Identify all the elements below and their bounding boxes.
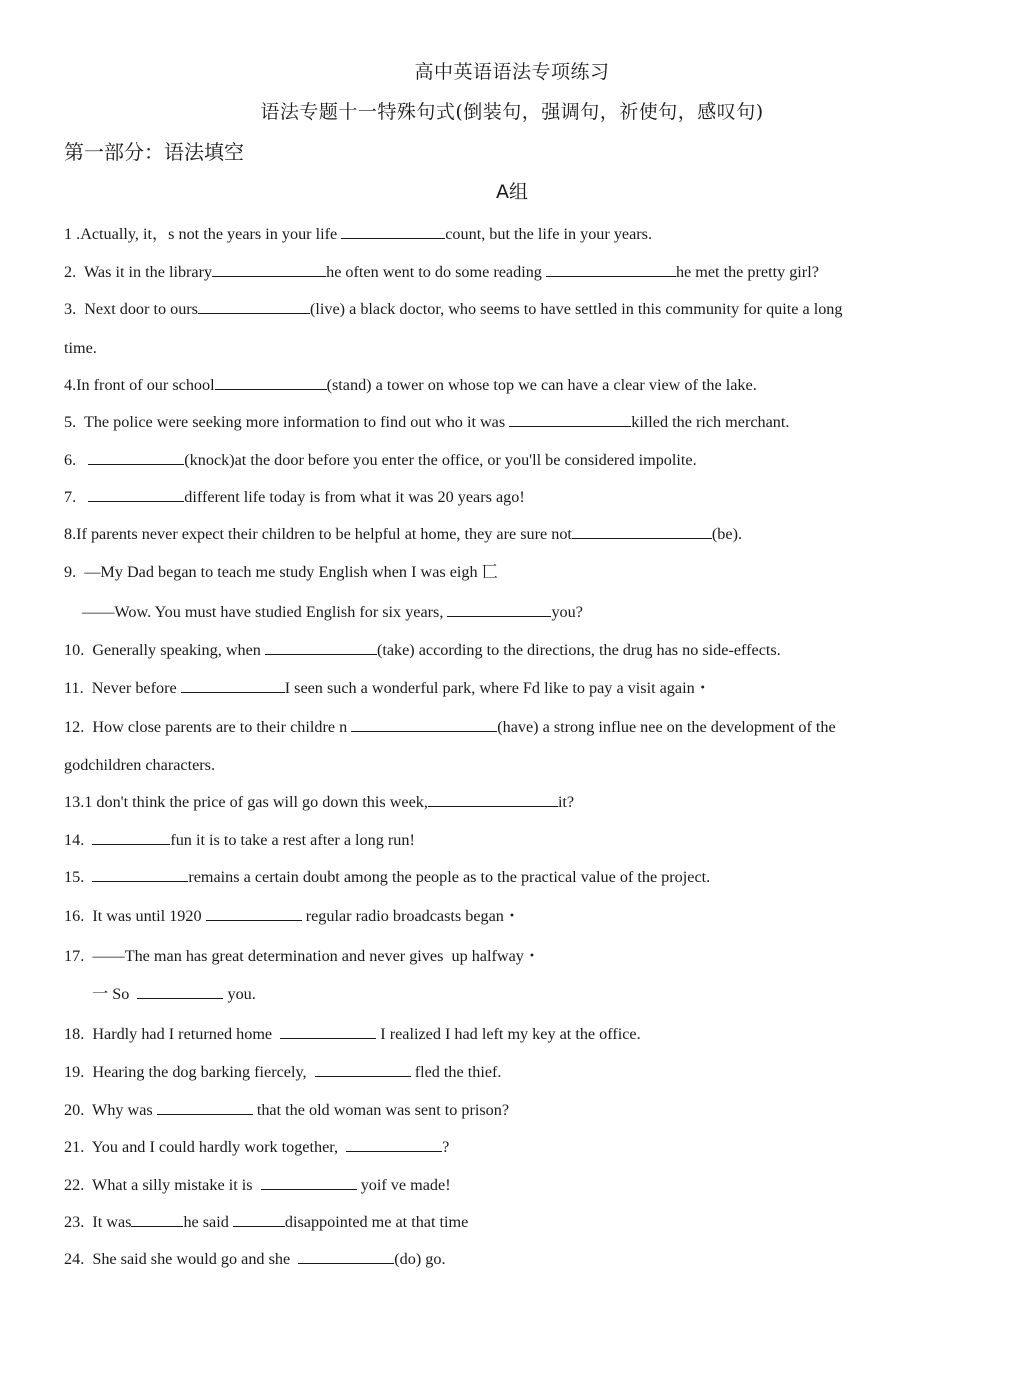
answer-blank — [341, 224, 445, 239]
line-text: you. — [223, 985, 256, 1003]
line-text: 21. You and I could hardly work together, — [64, 1138, 347, 1156]
line-text: 2. Was it in the library — [64, 263, 213, 281]
answer-blank — [509, 412, 631, 427]
line-text: disappointed me at that time — [284, 1213, 469, 1231]
exercise-line-2 — [64, 262, 964, 282]
line-text: I seen such a wonderful park, where Fd like to pay a visit again・ — [284, 679, 711, 697]
answer-blank — [265, 640, 377, 655]
answer-blank — [280, 1024, 376, 1039]
answer-blank — [233, 1212, 285, 1227]
answer-blank — [212, 262, 326, 277]
worksheet-subtitle: 语法专题十一特殊句式(倒装句，强调句，祈使句，感叹句) — [260, 101, 764, 123]
part-heading: 第一部分：语法填空 — [64, 140, 244, 164]
exercise-line-10 — [64, 640, 964, 660]
exercise-line-19 — [64, 1062, 964, 1082]
exercise-line-21 — [64, 1137, 964, 1157]
answer-blank — [88, 487, 184, 502]
line-text: (take) according to the directions, the drug has no side-effects. — [376, 641, 781, 659]
line-text: fled the thief. — [410, 1063, 502, 1081]
line-text: (live) a black doctor, who seems to have settled in this community for quite a long — [309, 300, 843, 318]
line-text: fun it is to take a rest after a long run! — [170, 831, 415, 849]
exercise-line-4 — [64, 375, 964, 395]
exercise-line-15 — [64, 867, 964, 887]
exercise-line-7 — [64, 487, 964, 507]
line-text: 3. Next door to ours — [64, 300, 198, 318]
line-text: 24. She said she would go and she — [64, 1250, 299, 1268]
line-text: 17. ——The man has great determination and never gives up halfway・ — [64, 947, 541, 965]
line-text: 23. It was — [64, 1213, 132, 1231]
answer-blank — [351, 717, 497, 732]
answer-blank — [298, 1249, 394, 1264]
line-text: 12. How close parents are to their childre n — [64, 718, 352, 736]
line-text: 16. It was until 1920 — [64, 907, 206, 925]
line-text: 5. The police were seeking more information to find out who it was — [64, 413, 510, 431]
line-text: time. — [64, 339, 97, 357]
exercise-line-24 — [64, 1249, 964, 1269]
exercise-line-14 — [64, 830, 964, 850]
line-text: 6. — [64, 451, 89, 469]
line-text: 10. Generally speaking, when — [64, 641, 265, 659]
answer-blank — [92, 830, 170, 845]
line-text: godchildren characters. — [64, 756, 216, 774]
line-text: (knock)at the door before you enter the office, or you'll be considered impolite. — [184, 451, 697, 469]
answer-blank — [137, 984, 223, 999]
answer-blank — [157, 1100, 253, 1115]
line-text: yoif ve made! — [356, 1176, 451, 1194]
exercise-line-20 — [64, 1100, 964, 1120]
line-text: 9. —My Dad began to teach me study English when I was eigh 匸 — [64, 563, 498, 581]
line-text: ——Wow. You must have studied English for six years, — [82, 603, 448, 621]
line-text: 13.1 don't think the price of gas will go down this week, — [64, 793, 428, 811]
answer-blank — [261, 1175, 357, 1190]
line-text: regular radio broadcasts began・ — [301, 907, 521, 925]
exercise-line-1 — [64, 224, 964, 244]
answer-blank — [131, 1212, 183, 1227]
answer-blank — [315, 1062, 411, 1077]
exercise-line-16 — [64, 906, 964, 926]
exercise-line-6 — [64, 450, 964, 470]
exercise-line-8 — [64, 524, 964, 544]
answer-blank — [215, 375, 327, 390]
line-text: killed the rich merchant. — [631, 413, 790, 431]
exercise-line-17 — [64, 946, 964, 966]
line-text: I realized I had left my key at the office. — [376, 1025, 641, 1043]
exercise-line-3-cont — [64, 338, 964, 358]
line-text: different life today is from what it was 20 years ago! — [184, 488, 525, 506]
exercise-line-11 — [64, 678, 964, 698]
answer-blank — [447, 602, 551, 617]
exercise-line-9-reply — [82, 602, 982, 622]
answer-blank — [92, 867, 188, 882]
exercise-line-17-reply — [92, 984, 992, 1004]
line-text: he often went to do some reading — [326, 263, 546, 281]
line-text: 15. — [64, 868, 93, 886]
answer-blank — [206, 906, 302, 921]
exercise-line-3 — [64, 299, 964, 319]
line-text: (have) a strong influe nee on the development of the — [497, 718, 836, 736]
answer-blank — [198, 299, 310, 314]
line-text: 19. Hearing the dog barking fiercely, — [64, 1063, 315, 1081]
line-text: he met the pretty girl? — [675, 263, 819, 281]
exercise-line-9 — [64, 562, 964, 582]
line-text: 4.In front of our school — [64, 376, 215, 394]
exercise-line-5 — [64, 412, 964, 432]
line-text: it? — [557, 793, 575, 811]
line-text: 22. What a silly mistake it is — [64, 1176, 261, 1194]
line-text: 20. Why was — [64, 1101, 157, 1119]
line-text: 18. Hardly had I returned home — [64, 1025, 281, 1043]
group-heading: A组 — [496, 181, 528, 203]
line-text: ? — [442, 1138, 450, 1156]
line-text: he said — [183, 1213, 233, 1231]
exercise-line-23 — [64, 1212, 964, 1232]
line-text: remains a certain doubt among the people as to the practical value of the project. — [188, 868, 711, 886]
line-text: (be). — [711, 525, 743, 543]
line-text: 7. — [64, 488, 89, 506]
worksheet-title: 高中英语语法专项练习 — [414, 61, 610, 83]
exercise-line-12-cont — [64, 755, 964, 775]
line-text: you? — [551, 603, 583, 621]
line-text: that the old woman was sent to prison? — [252, 1101, 510, 1119]
exercise-line-12 — [64, 717, 964, 737]
line-text: count, but the life in your years. — [445, 225, 653, 243]
line-text: 11. Never before — [64, 679, 181, 697]
answer-blank — [572, 524, 712, 539]
line-text: 14. — [64, 831, 93, 849]
answer-blank — [346, 1137, 442, 1152]
line-text: 一 So — [92, 985, 138, 1003]
answer-blank — [181, 678, 285, 693]
line-text: 1 .Actually, it，s not the years in your life — [64, 225, 342, 243]
exercise-line-18 — [64, 1024, 964, 1044]
answer-blank — [546, 262, 676, 277]
line-text: (do) go. — [394, 1250, 446, 1268]
line-text: 8.If parents never expect their children to be helpful at home, they are sure not — [64, 525, 572, 543]
exercise-line-22 — [64, 1175, 964, 1195]
line-text: (stand) a tower on whose top we can have a clear view of the lake. — [326, 376, 757, 394]
answer-blank — [428, 792, 558, 807]
exercise-line-13 — [64, 792, 964, 812]
answer-blank — [88, 450, 184, 465]
